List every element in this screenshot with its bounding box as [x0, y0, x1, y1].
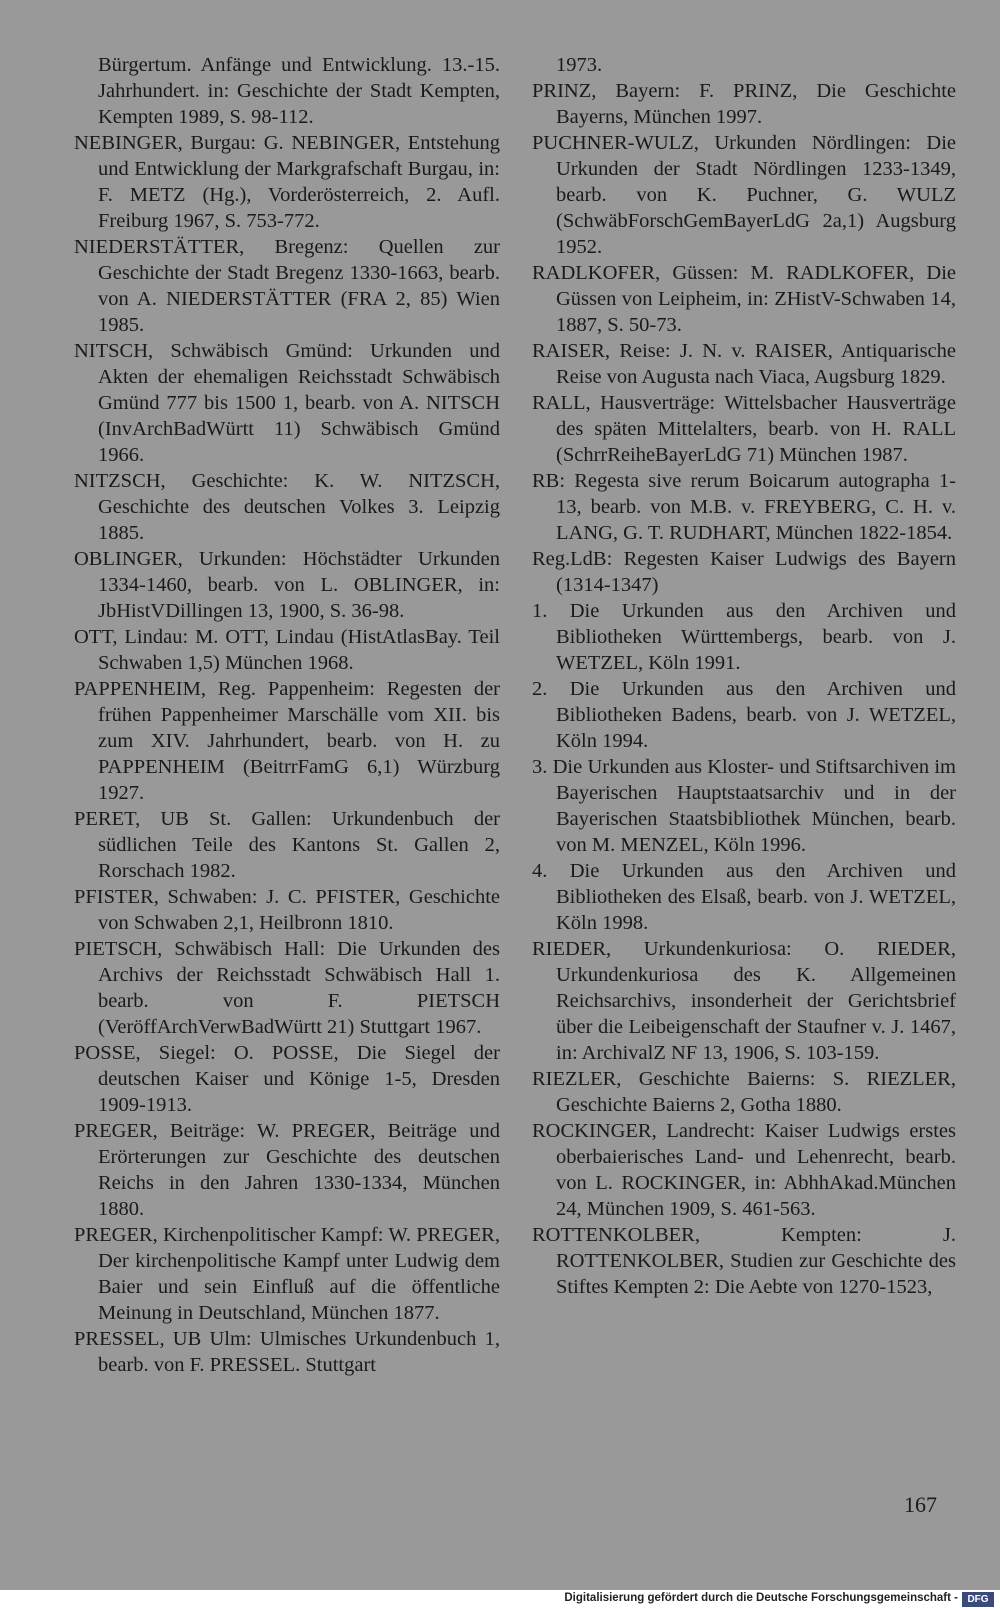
- bibliography-entry: PREGER, Beiträge: W. PREGER, Beiträge und Erörterungen zur Geschichte des deutschen Reichs in den Jahren 1330-1334, München 1880.: [74, 1120, 500, 1220]
- bibliography-entry: PUCHNER-WULZ, Urkunden Nördlingen: Die Urkunden der Stadt Nördlingen 1233-1349, bearb. von K. Puchner, G. WULZ (SchwäbForschGemBayerLdG 2a,1) Augsburg 1952.: [532, 132, 956, 258]
- bibliography-entry: POSSE, Siegel: O. POSSE, Die Siegel der deutschen Kaiser und Könige 1-5, Dresden 1909-1913.: [74, 1042, 500, 1116]
- bibliography-entry: PRINZ, Bayern: F. PRINZ, Die Geschichte Bayerns, München 1997.: [532, 80, 956, 128]
- footer-bar: [0, 1590, 1000, 1610]
- footer-credit: Digitalisierung gefördert durch die Deutsche Forschungsgemeinschaft -: [564, 1592, 958, 1604]
- bibliography-subentry: 4. Die Urkunden aus den Archiven und Bibliotheken des Elsaß, bearb. von J. WETZEL, Köln 1998.: [532, 860, 956, 934]
- bibliography-entry: RIEZLER, Geschichte Baierns: S. RIEZLER, Geschichte Baierns 2, Gotha 1880.: [532, 1068, 956, 1116]
- bibliography-subentry: 1. Die Urkunden aus den Archiven und Bibliotheken Württembergs, bearb. von J. WETZEL, Köln 1991.: [532, 600, 956, 674]
- bibliography-entry: 1973.: [556, 54, 603, 76]
- bibliography-entry: PIETSCH, Schwäbisch Hall: Die Urkunden des Archivs der Reichsstadt Schwäbisch Hall 1. bearb. von F. PIETSCH (VeröffArchVerwBadWürtt 21) Stuttgart 1967.: [74, 938, 500, 1038]
- bibliography-entry: PREGER, Kirchenpolitischer Kampf: W. PREGER, Der kirchenpolitische Kampf unter Ludwig dem Baier und sein Einfluß auf die öffentliche Meinung in Deutschland, München 1877.: [74, 1224, 500, 1324]
- bibliography-entry: PERET, UB St. Gallen: Urkundenbuch der südlichen Teile des Kantons St. Gallen 2, Rorschach 1982.: [74, 808, 500, 882]
- bibliography-entry: NITSCH, Schwäbisch Gmünd: Urkunden und Akten der ehemaligen Reichsstadt Schwäbisch Gmünd 777 bis 1500 1, bearb. von A. NITSCH (InvArchBadWürtt 11) Schwäbisch Gmünd 1966.: [74, 340, 500, 466]
- bibliography-entry: NITZSCH, Geschichte: K. W. NITZSCH, Geschichte des deutschen Volkes 3. Leipzig 1885.: [74, 470, 500, 544]
- bibliography-entry: PRESSEL, UB Ulm: Ulmisches Urkundenbuch 1, bearb. von F. PRESSEL. Stuttgart: [74, 1328, 500, 1376]
- bibliography-entry: RIEDER, Urkundenkuriosa: O. RIEDER, Urkundenkuriosa des K. Allgemeinen Reichsarchivs, insonderheit der Gerichtsbrief über die Leibeigenschaft der Staufner v. J. 1467, in: ArchivalZ NF 13, 1906, S. 103-159.: [532, 938, 956, 1064]
- bibliography-entry: ROTTENKOLBER, Kempten: J. ROTTENKOLBER, Studien zur Geschichte des Stiftes Kempten 2: Die Aebte von 1270-1523,: [532, 1224, 956, 1298]
- bibliography-entry: RB: Regesta sive rerum Boicarum autographa 1-13, bearb. von M.B. v. FREYBERG, C. H. v. LANG, G. T. RUDHART, München 1822-1854.: [532, 470, 956, 544]
- bibliography-entry: NEBINGER, Burgau: G. NEBINGER, Entstehung und Entwicklung der Markgrafschaft Burgau, in: F. METZ (Hg.), Vorderösterreich, 2. Aufl. Freiburg 1967, S. 753-772.: [74, 132, 500, 232]
- bibliography-entry: ROCKINGER, Landrecht: Kaiser Ludwigs erstes oberbaierisches Land- und Lehenrecht, bearb. von L. ROCKINGER, in: AbhhAkad.München 24, München 1909, S. 461-563.: [532, 1120, 956, 1220]
- left-column: [74, 52, 500, 1378]
- bibliography-entry: RALL, Hausverträge: Wittelsbacher Hausverträge des späten Mittelalters, bearb. von H. RALL (SchrrReiheBayerLdG 71) München 1987.: [532, 392, 956, 466]
- bibliography-entry: PAPPENHEIM, Reg. Pappenheim: Regesten der frühen Pappenheimer Marschälle vom XII. bis zum XIV. Jahrhundert, bearb. von H. zu PAPPENHEIM (BeitrrFamG 6,1) Würzburg 1927.: [74, 678, 500, 804]
- bibliography-entry: OBLINGER, Urkunden: Höchstädter Urkunden 1334-1460, bearb. von L. OBLINGER, in: JbHistVDillingen 13, 1900, S. 36-98.: [74, 548, 500, 622]
- bibliography-entry: NIEDERSTÄTTER, Bregenz: Quellen zur Geschichte der Stadt Bregenz 1330-1663, bearb. von A. NIEDERSTÄTTER (FRA 2, 85) Wien 1985.: [74, 236, 500, 336]
- bibliography-entry: RADLKOFER, Güssen: M. RADLKOFER, Die Güssen von Leipheim, in: ZHistV-Schwaben 14, 1887, S. 50-73.: [532, 262, 956, 336]
- bibliography-entry: Reg.LdB: Regesten Kaiser Ludwigs des Bayern (1314-1347): [532, 548, 956, 596]
- page-number: 167: [904, 1492, 937, 1517]
- bibliography-subentry: 2. Die Urkunden aus den Archiven und Bibliotheken Badens, bearb. von J. WETZEL, Köln 1994.: [532, 678, 956, 752]
- bibliography-entry: Bürgertum. Anfänge und Entwicklung. 13.-15. Jahrhundert. in: Geschichte der Stadt Kempten, Kempten 1989, S. 98-112.: [98, 54, 500, 128]
- bibliography-entry: OTT, Lindau: M. OTT, Lindau (HistAtlasBay. Teil Schwaben 1,5) München 1968.: [74, 626, 500, 674]
- bibliography-entry: PFISTER, Schwaben: J. C. PFISTER, Geschichte von Schwaben 2,1, Heilbronn 1810.: [74, 886, 500, 934]
- right-column: [532, 52, 956, 1300]
- bibliography-entry: RAISER, Reise: J. N. v. RAISER, Antiquarische Reise von Augusta nach Viaca, Augsburg 1829.: [532, 340, 956, 388]
- dfg-logo-icon: DFG: [962, 1592, 994, 1607]
- bibliography-subentry: 3. Die Urkunden aus Kloster- und Stiftsarchiven im Bayerischen Hauptstaatsarchiv und in der Bayerischen Staatsbibliothek München, bearb. von M. MENZEL, Köln 1996.: [532, 756, 956, 856]
